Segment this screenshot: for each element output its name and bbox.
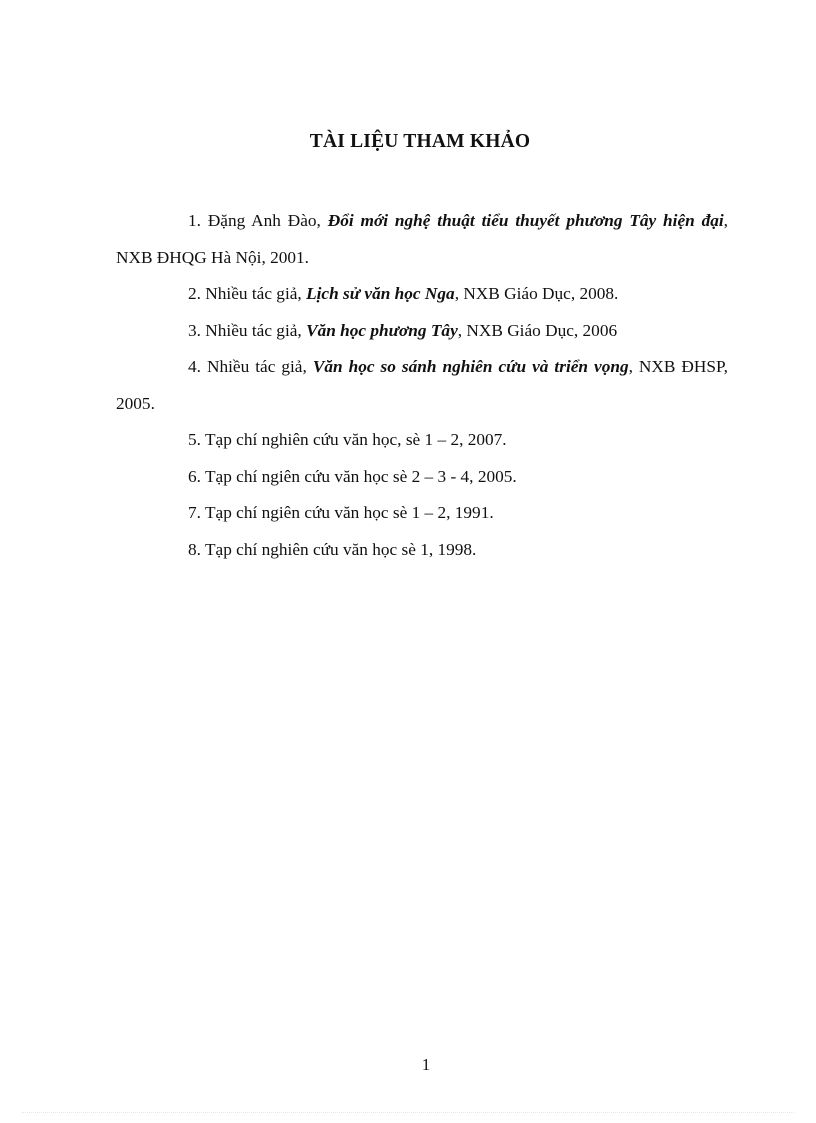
reference-text: Tạp chí ngiên cứu văn học sè 1 – 2, 1991. [204, 503, 494, 522]
page-title: TÀI LIỆU THAM KHẢO [309, 131, 531, 152]
reference-text: Tạp chí ngiên cứu văn học sè 2 – 3 - 4, 2005. [204, 466, 517, 486]
reference-item-5 [116, 422, 728, 459]
page-number: 1 [421, 1055, 431, 1074]
reference-item-8 [116, 532, 728, 569]
reference-item-1 [116, 203, 728, 276]
reference-number: 4. [188, 357, 201, 376]
page-bottom-divider [22, 1112, 794, 1113]
reference-text: Tạp chí nghiên cứu văn học, sè 1 – 2, 2007. [204, 430, 507, 449]
reference-list [116, 203, 728, 568]
reference-title: Lịch sử văn học Nga [306, 284, 455, 303]
reference-number: 6. [188, 466, 201, 486]
reference-title: Đổi mới nghệ thuật tiểu thuyết phương Tây hiện đại [327, 211, 724, 230]
reference-text: Tạp chí nghiên cứu văn học sè 1, 1998. [204, 539, 477, 559]
reference-title: Văn học phương Tây [306, 320, 458, 340]
reference-details: , NXB Giáo Dục, 2006 [457, 320, 618, 340]
reference-number: 3. [188, 320, 201, 340]
reference-author: Đặng Anh Đào, [207, 211, 321, 230]
reference-title: Văn học so sánh nghiên cứu và triển vọng [312, 357, 629, 376]
reference-details: , NXB Giáo Dục, 2008. [454, 284, 619, 303]
reference-number: 8. [188, 539, 201, 559]
reference-number: 1. [188, 211, 201, 230]
reference-item-6 [116, 459, 728, 496]
reference-author: Nhiều tác giả, [206, 357, 307, 376]
reference-author: Nhiều tác giả, [205, 320, 302, 340]
reference-item-7 [116, 495, 728, 532]
reference-number: 5. [188, 430, 201, 449]
reference-author: Nhiều tác giả, [205, 284, 302, 303]
reference-details: , NXB ĐHSP, 2005. [116, 357, 728, 413]
reference-number: 2. [188, 284, 201, 303]
reference-details: , NXB ĐHQG Hà Nội, 2001. [116, 211, 728, 267]
reference-item-3 [116, 313, 728, 350]
reference-number: 7. [188, 503, 201, 522]
reference-item-2 [116, 276, 728, 313]
reference-item-4 [116, 349, 728, 422]
